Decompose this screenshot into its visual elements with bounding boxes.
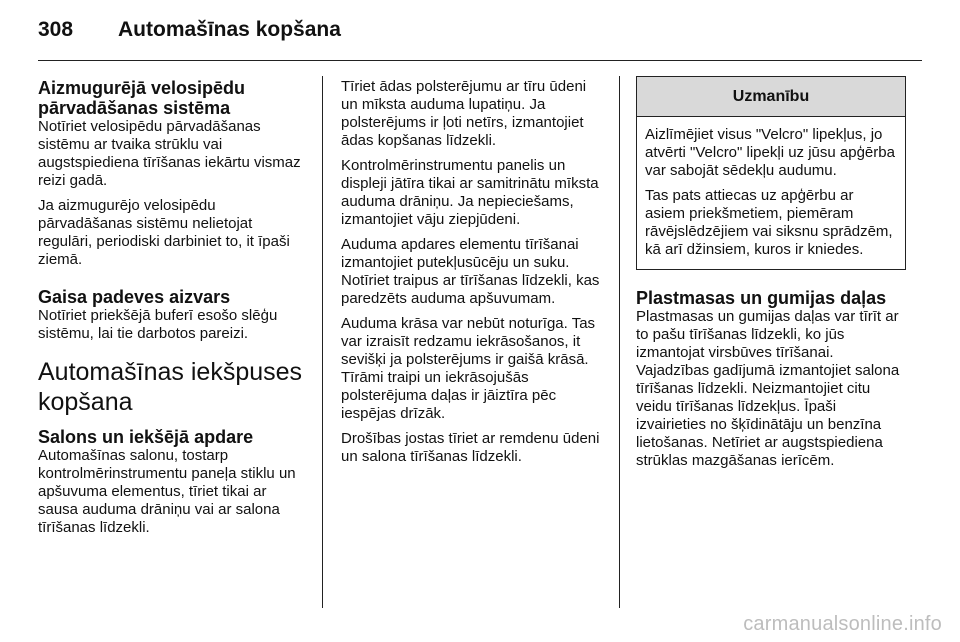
column-divider-2 (619, 76, 620, 608)
paragraph: Auduma krāsa var nebūt noturīga. Tas var izraisīt redzamu iekrāsošanos, it sevišķi ja polsterējums ir gaišā krāsā. Tīrāmi traipi un iekrāsojušās polsterējuma daļas ir jāiztīra pēc iespējas drīzāk. (341, 315, 596, 422)
paragraph: Drošības jostas tīriet ar remdenu ūdeni un salona tīrīšanas līdzekli. (341, 430, 600, 465)
notice-body (637, 117, 905, 269)
column-2 (341, 78, 603, 473)
page-number: 308 (38, 18, 74, 41)
notice-paragraph: Tas pats attiecas uz apģērbu ar asiem priekšmetiem, piemēram rāvējslēdzējiem vai siksnu sprādzēm, kā arī džinsiem, kuros ir kniedes. (645, 187, 893, 258)
notice-paragraph: Aizlīmējiet visus "Velcro" lipekļus, jo atvērti "Velcro" lipekļi uz jūsu apģērba var sabojāt sēdekļu audumu. (645, 126, 895, 179)
column-divider-1 (322, 76, 323, 608)
column-1 (38, 78, 310, 544)
page-header (38, 18, 341, 48)
chapter-title: Automašīnas kopšana (118, 18, 341, 41)
header-divider (38, 60, 922, 61)
paragraph: Auduma apdares elementu tīrīšanai izmantojiet putekļusūcēju un suku. Notīriet traipus ar tīrīšanas līdzekli, kas paredzēts auduma apšuvumam. (341, 236, 600, 307)
paragraph: Automašīnas salonu, tostarp kontrolmērinstrumentu paneļa stiklu un apšuvuma elementus, tīriet tikai ar sausa auduma drāniņu vai ar salona tīrīšanas līdzekli. (38, 447, 296, 536)
section-title-plastic-rubber: Plastmasas un gumijas daļas (636, 288, 887, 308)
section-title-bicycle-carrier: Aizmugurējā velosipēdu pārvadāšanas sistēma (38, 78, 246, 118)
paragraph: Notīriet priekšējā buferī esošo slēģu sistēmu, lai tie darbotos pareizi. (38, 307, 278, 342)
section-title-air-shutter: Gaisa padeves aizvars (38, 287, 231, 307)
watermark: carmanualsonline.info (743, 613, 942, 635)
caution-notice-box (636, 76, 906, 270)
paragraph: Notīriet velosipēdu pārvadāšanas sistēmu ar tvaika strūklu vai augstspiediena tīrīšanas iekārtu vismaz reizi gadā. (38, 118, 301, 189)
section-title-interior-trim: Salons un iekšējā apdare (38, 427, 254, 447)
paragraph: Ja aizmugurējo velosipēdu pārvadāšanas sistēmu nelietojat regulāri, periodiski darbiniet to, it īpaši ziemā. (38, 197, 290, 268)
paragraph: Tīriet ādas polsterējumu ar tīru ūdeni un mīksta auduma lupatiņu. Ja polsterējums ir ļoti netīrs, izmantojiet ādas kopšanas līdzekli. (341, 78, 587, 149)
notice-title: Uzmanību (637, 77, 905, 117)
paragraph: Plastmasas un gumijas daļas var tīrīt ar to pašu tīrīšanas līdzekli, ko jūs izmantojat virsbūves tīrīšanai. Vajadzības gadījumā izmantojiet salona tīrīšanas līdzekli. Neizmantojiet citu veidu tīrīšanas līdzekļus. Īpaši izvairieties no šķīdinātāju un benzīna lietošanas. Netīriet ar augstspiediena strūklas mazgāšanas ierīcēm. (636, 308, 900, 469)
main-heading-interior-care: Automašīnas iekšpuses kopšana (38, 358, 303, 416)
paragraph: Kontrolmērinstrumentu panelis un displeji jātīra tikai ar samitrinātu mīksta auduma drāniņu. Ja nepieciešams, izmantojiet vāju ziepjūdeni. (341, 157, 599, 228)
column-3 (636, 78, 906, 477)
